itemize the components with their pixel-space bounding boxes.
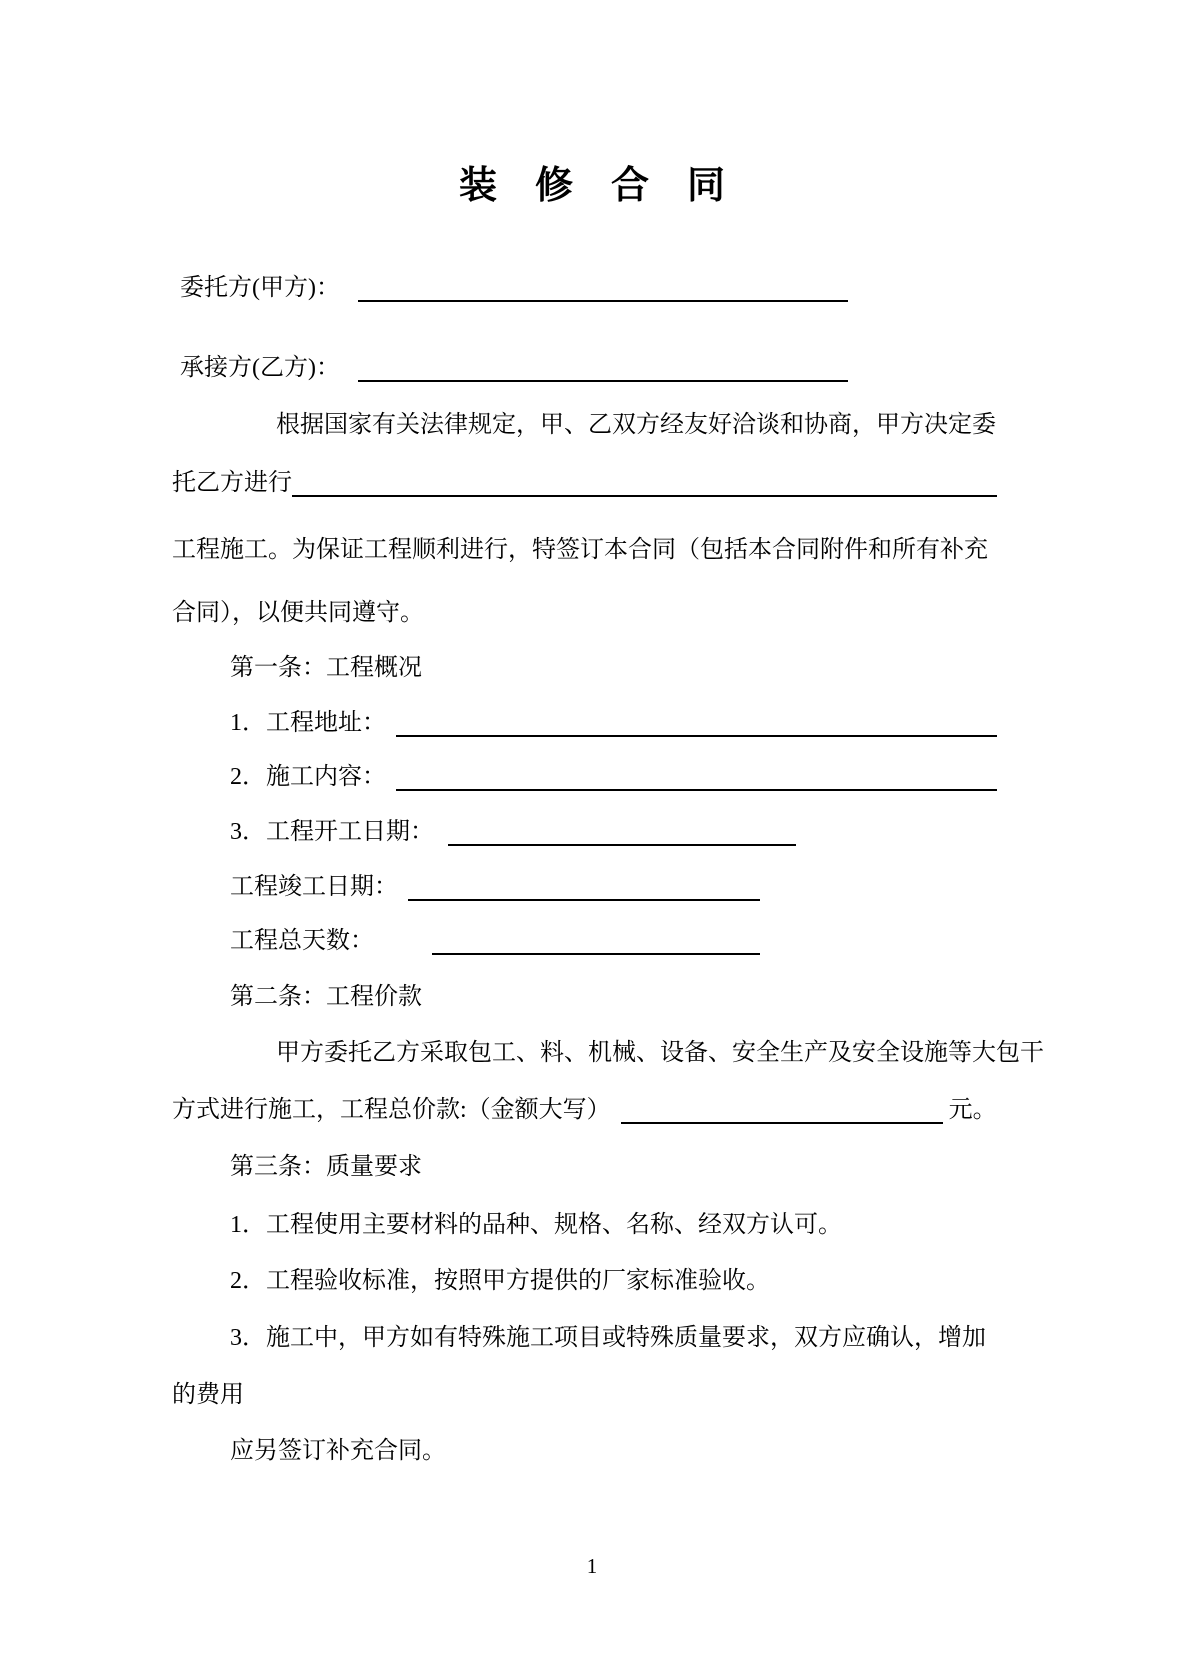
start-date-line xyxy=(230,815,796,849)
price-line-suffix: 元。 xyxy=(948,1097,997,1123)
project-address-line xyxy=(230,706,997,740)
article-3-heading: 第三条：质量要求 xyxy=(230,1154,422,1180)
page-title: 装 修 合 同 xyxy=(458,165,725,207)
party-a-label: 委托方(甲方)： xyxy=(180,275,340,301)
start-date-label: 3．工程开工日期： xyxy=(230,819,434,845)
construction-content-line xyxy=(230,760,997,794)
finish-date-label: 工程竣工日期： xyxy=(230,874,398,900)
total-days-label: 工程总天数： xyxy=(230,928,374,954)
quality-item-3-line-2: 的费用 xyxy=(172,1382,244,1408)
quality-item-2: 2．工程验收标准，按照甲方提供的厂家标准验收。 xyxy=(230,1268,770,1294)
construction-content-blank[interactable] xyxy=(396,760,997,791)
project-name-blank[interactable] xyxy=(292,466,997,497)
finish-date-line xyxy=(230,870,760,904)
party-b-line xyxy=(180,351,848,385)
quality-item-3-line-3: 应另签订补充合同。 xyxy=(230,1438,446,1464)
project-address-blank[interactable] xyxy=(396,706,997,737)
intro-line-4: 合同），以便共同遵守。 xyxy=(172,600,424,626)
total-days-line xyxy=(230,924,760,958)
finish-date-blank[interactable] xyxy=(408,870,760,901)
quality-item-3-line-1: 3．施工中，甲方如有特殊施工项目或特殊质量要求，双方应确认，增加 xyxy=(230,1325,986,1351)
price-paragraph-line-1: 甲方委托乙方采取包工、料、机械、设备、安全生产及安全设施等大包干 xyxy=(276,1040,1044,1066)
price-paragraph-line-2 xyxy=(172,1093,997,1127)
intro-line-1: 根据国家有关法律规定，甲、乙双方经友好洽谈和协商，甲方决定委 xyxy=(276,412,996,438)
project-address-label: 1．工程地址： xyxy=(230,710,386,736)
intro-line-2 xyxy=(172,466,997,500)
party-b-label: 承接方(乙方)： xyxy=(180,355,340,381)
party-b-blank[interactable] xyxy=(358,351,848,382)
article-2-heading: 第二条：工程价款 xyxy=(230,984,422,1010)
article-1-heading: 第一条：工程概况 xyxy=(230,655,422,681)
party-a-line xyxy=(180,271,848,305)
intro-line-3: 工程施工。为保证工程顺利进行，特签订本合同（包括本合同附件和所有补充 xyxy=(172,537,988,563)
construction-content-label: 2．施工内容： xyxy=(230,764,386,790)
party-a-blank[interactable] xyxy=(358,271,848,302)
total-price-amount-blank[interactable] xyxy=(621,1093,943,1124)
price-line-prefix: 方式进行施工，工程总价款:（金额大写） xyxy=(172,1097,611,1123)
intro-line-2-prefix: 托乙方进行 xyxy=(172,470,292,496)
total-days-blank[interactable] xyxy=(432,924,760,955)
quality-item-1: 1．工程使用主要材料的品种、规格、名称、经双方认可。 xyxy=(230,1212,842,1238)
page-number: 1 xyxy=(586,1554,598,1578)
start-date-blank[interactable] xyxy=(448,815,796,846)
